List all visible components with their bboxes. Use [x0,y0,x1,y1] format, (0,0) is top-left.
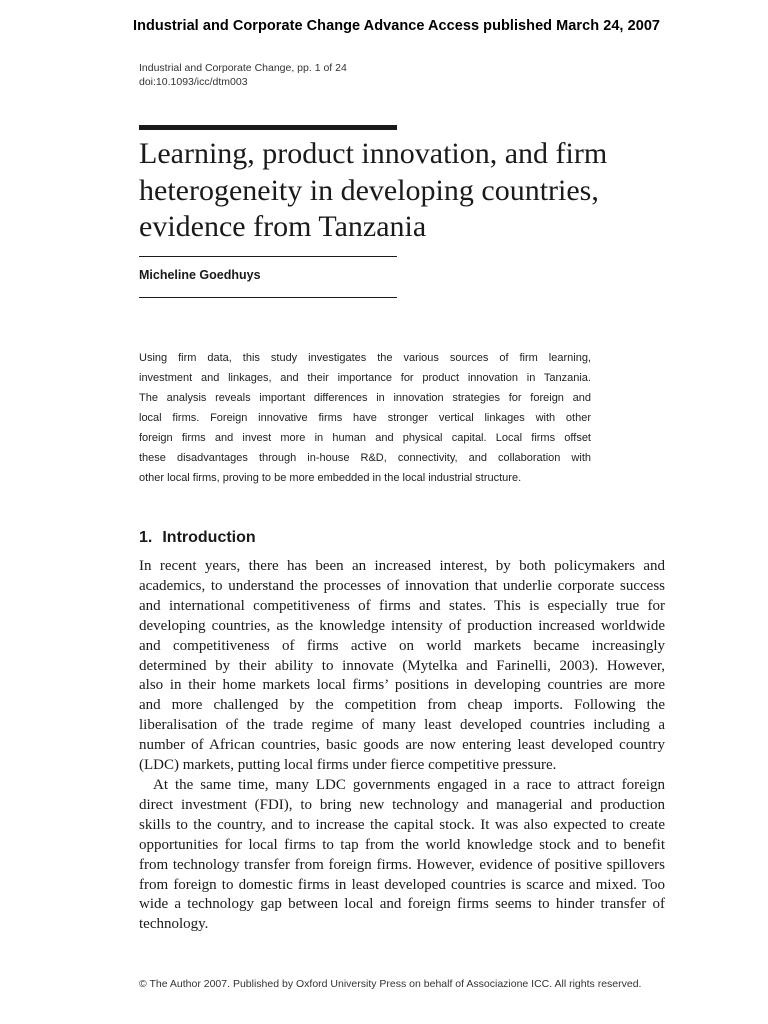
body-line: from technology transfer from foreign firms. However, evidence of positive spillovers [139,856,665,873]
body-line: determined by their ability to innovate (Mytelka and Farinelli, 2003). However, [139,657,665,674]
body-line: wide a technology gap between local and foreign firms seems to hinder transfer of [139,896,665,913]
body-line: skills to the country, and to increase the capital stock. It was also expected to create [139,816,665,833]
abstract [139,348,591,488]
body-line: (LDC) markets, putting local firms under fierce competitive pressure. [139,757,557,774]
body-line: developing countries, as the knowledge intensity of production increased worldwide [139,617,665,634]
abstract-line: local firms. Foreign innovative firms have stronger vertical linkages with other [139,412,591,424]
paper-title [139,136,679,246]
journal-pages: Industrial and Corporate Change, pp. 1 of 24 [139,62,347,74]
body-line: and competitiveness of firms active on world markets became increasingly [139,637,665,654]
abstract-line: other local firms, proving to be more embedded in the local industrial structure. [139,472,522,484]
title-line: Learning, product innovation, and firm [139,137,608,170]
body-line: and international competitiveness of firms and states. This is especially true for [139,597,665,614]
body-line: At the same time, many LDC governments engaged in a race to attract foreign [153,776,665,793]
body-line: technology. [139,916,209,933]
body-line: and more challenged by the competition from cheap imports. Following the [139,697,665,714]
body-line: academics, to understand the processes of innovation that underlie corporate success [139,577,665,594]
abstract-line: investment and linkages, and their importance for product innovation in Tanzania. [139,372,591,384]
title-line: evidence from Tanzania [139,210,427,243]
body-line: liberalisation of the trade regime of many least developed countries including a [139,717,665,734]
author-name: Micheline Goedhuys [139,268,261,282]
body-line: In recent years, there has been an increased interest, by both policymakers and [139,558,665,574]
advance-access-banner: Industrial and Corporate Change Advance Access published March 24, 2007 [133,18,661,34]
body-text [139,557,665,935]
journal-meta [139,61,347,89]
author-rule-top [139,256,397,257]
body-line: opportunities for local firms to tap from the world knowledge stock and to benefit [139,836,665,853]
body-line: direct investment (FDI), to bring new technology and managerial and production [139,796,665,813]
copyright-footer: © The Author 2007. Published by Oxford University Press on behalf of Associazione ICC. All rights reserved. [139,978,642,990]
body-line: also in their home markets local firms’ positions in developing countries are more [139,677,665,694]
section-title: Introduction [162,529,256,546]
journal-doi: doi:10.1093/icc/dtm003 [139,76,248,88]
section-heading [139,529,256,547]
author-rule-bottom [139,297,397,298]
title-rule [139,125,397,130]
title-line: heterogeneity in developing countries, [139,173,599,207]
body-line: from foreign to domestic firms in least developed countries is scarce and mixed. Too [139,876,665,893]
abstract-line: The analysis reveals important differences in innovation strategies for foreign and [139,392,591,404]
abstract-line: foreign firms and invest more in human and physical capital. Local firms offset [139,432,591,444]
abstract-line: these disadvantages through in-house R&D, connectivity, and collaboration with [139,452,591,464]
section-number: 1. [139,529,153,546]
abstract-line: Using firm data, this study investigates the various sources of firm learning, [139,352,591,364]
body-line: number of African countries, basic goods are now entering least developed country [139,737,665,754]
